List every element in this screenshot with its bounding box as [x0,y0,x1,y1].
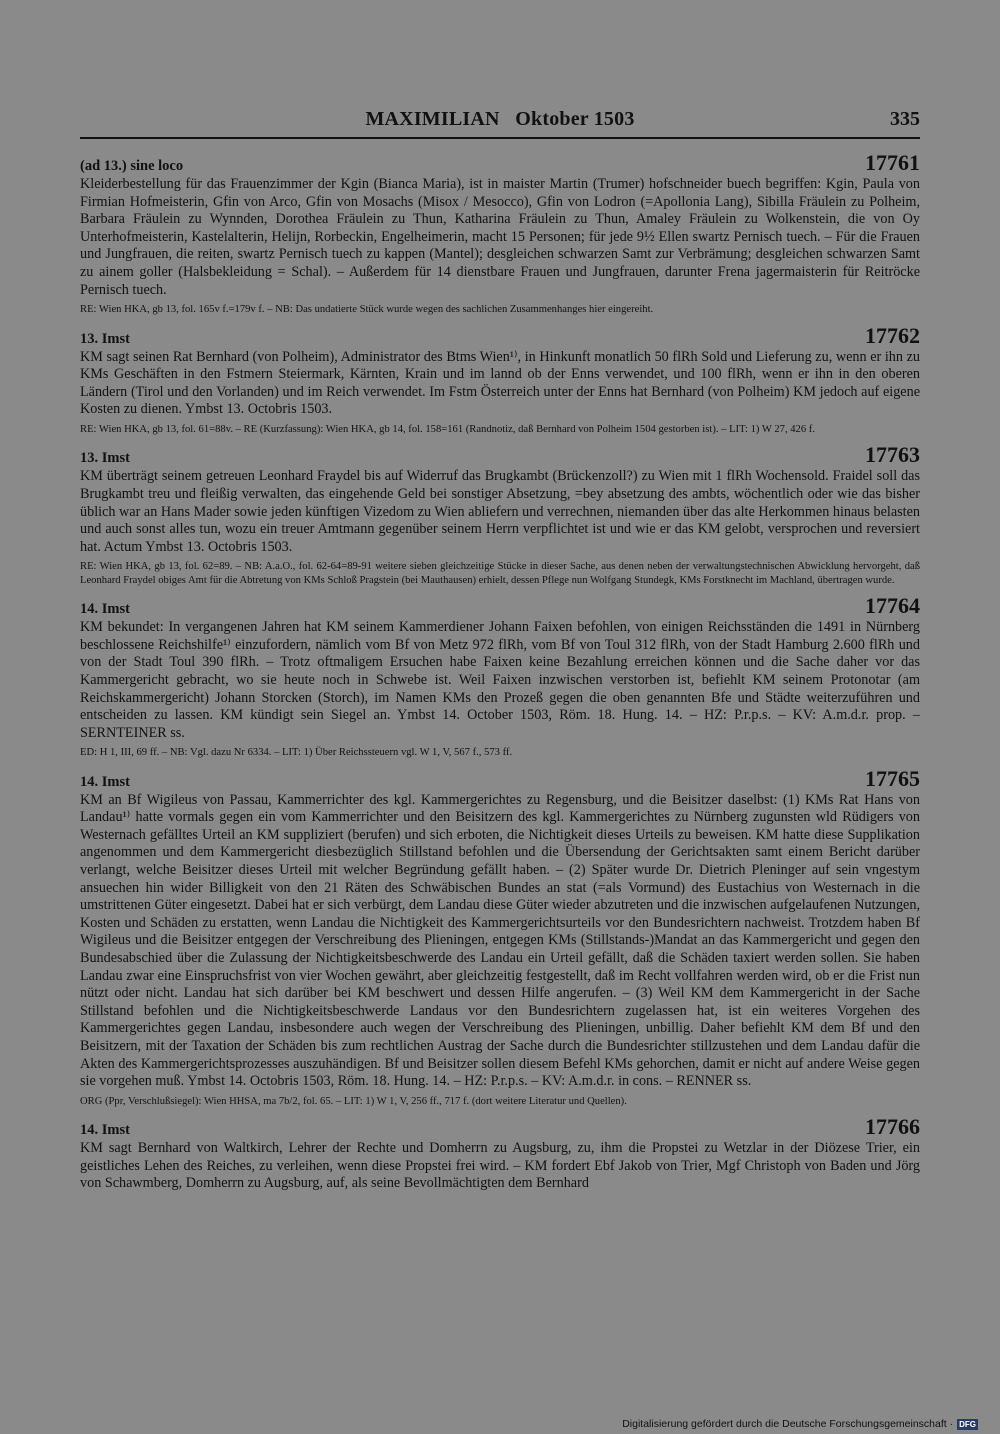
entry-header [80,152,920,176]
entry-number: 17764 [865,593,920,619]
entry-17763 [80,444,920,587]
entries-column [80,152,920,1201]
entry-header [80,765,920,792]
entry-header [80,595,920,619]
running-title: MAXIMILIAN Oktober 1503 [365,108,635,130]
entry-number: 17765 [865,765,920,791]
entry-17765 [80,765,920,1109]
entry-source-note: RE: Wien HKA, gb 13, fol. 61=88v. – RE (Kurzfassung): Wien HKA, gb 14, fol. 158=161 (Randnotiz, daß Bernhard von Polheim 1504 gestorben ist). – LIT: 1) W 27, 426 f. [80,423,815,435]
entry-date-place: 13. Imst [80,450,130,467]
entry-17762 [80,322,920,437]
entry-date-place: (ad 13.) sine loco [80,158,184,174]
digitization-credit [622,1418,978,1430]
entry-number: 17761 [865,150,920,175]
entry-date-place: 13. Imst [80,330,130,347]
entry-body: Kleiderbestellung für das Frauenzimmer der Kgin (Bianca Maria), ist in maister Martin (Trumer) hofschneider buech begriffen: Kgin, Paula von Firmian Hofmeisterin, Gfin von Arco, Gfin von Mosachs (Misox / Mesocco), Gfin von Lodron (=Apollonia Lang), Sibilla Fräulein zu Polheim, Barbara Fräulein zu Wynnden, Dorothea Fräulein zu Thun, Katharina Fräulein zu Thun, Amaley Fräulein zu Wolkenstein, die von Oy Unterhofmeisterin, Kastelalterin, Helijn, Rorbeckin, Engelheimerin, macht 15 Personen; für jede 9½ Ellen swartz Pernisch tuech. – Für die Frauen und Jungfrauen, die reiten, swartz Pernisch tuech zu kappen (Mantel); desgleichen schwarzen Samt zur Verbrämung; desgleichen schwarzen Samt zu ainem goller (Halsbekleidung = Schal). – Außerdem für 14 dienstbare Frauen und Jungfrauen, darunter Frena jagermaisterin für Reitröcke Pernisch tuech. [80,176,920,298]
entry-header [80,444,920,468]
entry-source-note: RE: Wien HKA, gb 13, fol. 165v f.=179v f. – NB: Das undatierte Stück wurde wegen des sachlichen Zusammenhanges hier eingereiht. [80,304,654,316]
entry-17764 [80,595,920,760]
entry-header [80,322,920,349]
entry-number: 17763 [865,442,920,468]
running-head [80,108,920,138]
entry-body: KM bekundet: In vergangenen Jahren hat KM seinem Kammerdiener Johann Faixen befohlen, von einigen Reichsständen die 1491 in Nürnberg beschlossene Reichshilfe¹⁾ einzufordern, nämlich vom Bf von Metz 972 flRh, vom Bf von Toul 312 flRh, von der Stadt Hamburg 2.600 flRh und von der Stadt Toul 390 flRh. – Trotz oftmaligem Ersuchen habe Faixen keine Bezahlung erreichen können und die Sache daher vor das Kammergericht gebracht, wo sie heute noch in Schwebe ist. Weil Faixen inzwischen verstorben ist, befiehlt KM seinem Protonotar (am Reichskammergericht) Johann Storcken (Storch), im Namen KMs den Prozeß gegen die oben genannten Bfe und Städte weiterzuführen und entscheiden zu lassen. KM kündigt sein Siegel an. Ymbst 14. October 1503, Röm. 18. Hung. 14. – HZ: P.r.p.s. – KV: A.m.d.r. prop. – SERNTEINER ss. [80,619,920,741]
header-rule [80,137,920,139]
entry-date-place: 14. Imst [80,601,130,618]
entry-header [80,1116,920,1140]
entry-17761 [80,152,920,317]
dfg-logo: DFG [959,1419,976,1429]
entry-number: 17766 [865,1114,920,1140]
page-number: 335 [890,108,920,130]
entry-body: KM überträgt seinem getreuen Leonhard Fraydel bis auf Widerruf das Brugkambt (Brückenzoll?) zu Wien mit 1 flRh Wochensold. Fraidel soll das Brugkambt treu und fleißig verwalten, das eingehende Geld bei sonstiger Absetzung, =bey absetzung des ambts, wöchentlich oder wie das bisher üblich war an Hans Mader sowie jeden künftigen Vizedom zu Wien abliefern und verrechnen, niemanden über das alte Herkommen hinaus belasten und auch sonst alles tun, wozu ein treuer Amtmann gegenüber seinem Herrn verpflichtet ist und wie er das KM gelobt, versprochen und reversiert hat. Actum Ymbst 13. Octobris 1503. [80,468,920,555]
entry-body: KM sagt seinen Rat Bernhard (von Polheim), Administrator des Btms Wien¹⁾, in Hinkunft monatlich 50 flRh Sold und Lieferung zu, wenn er ihn zu KMs Geschäften in den Fstmern Steiermark, Kärnten, Krain und im lannd ob der Enns verwendet, und 100 flRh, wenn er ihn in den oberen Ländern (Tirol und den Vorlanden) und im Reich verwendet. Im Fstm Österreich unter der Enns hat Bernhard (von Polheim) KM jedoch auf eigene Kosten zu dienen. Ymbst 13. Octobris 1503. [80,348,920,418]
entry-17766 [80,1116,920,1193]
entry-source-note: ED: H 1, III, 69 ff. – NB: Vgl. dazu Nr 6334. – LIT: 1) Über Reichssteuern vgl. W 1, V, 567 f., 573 ff. [80,747,513,759]
entry-date-place: 14. Imst [80,1122,130,1139]
entry-body: KM sagt Bernhard von Waltkirch, Lehrer der Rechte und Domherrn zu Augsburg, zu, ihm die Propstei zu Wetzlar in der Diözese Trier, ein geistliches Lehen des Reiches, zu verleihen, wenn diese Propstei frei wird. – KM fordert Ebf Jakob von Trier, Mgf Christoph von Baden und Jörg von Schawmberg, Domherrn zu Augsburg, auf, als seine Bevollmächtigten dem Bernhard [80,1140,920,1192]
entry-source-note: RE: Wien HKA, gb 13, fol. 62=89. – NB: A.a.O., fol. 62-64=89-91 weitere sieben gleichzeitige Stücke in dieser Sache, aus denen neben der verwaltungstechnischen Abwicklung hervorgeht, daß Leonhard Fraydel obiges Amt für die Abtretung von KMs Schloß Pragstein (bei Mauthausen) erhielt, dessen Pflege nun Wolfgang Stundegk, KMs Forstknecht im Machland, übertragen wurde. [80,561,920,586]
entry-number: 17762 [865,322,920,348]
entry-date-place: 14. Imst [80,773,130,790]
entry-source-note: ORG (Ppr, Verschlußsiegel): Wien HHSA, ma 7b/2, fol. 65. – LIT: 1) W 1, V, 256 ff., 717 f. (dort weitere Literatur und Quellen). [80,1095,627,1107]
credit-text: Digitalisierung gefördert durch die Deutsche Forschungsgemeinschaft · [622,1418,954,1430]
entry-body: KM an Bf Wigileus von Passau, Kammerrichter des kgl. Kammergerichtes zu Regensburg, und die Beisitzer daselbst: (1) KMs Rat Hans von Landau¹⁾ hatte vormals gegen ein vom Kammerrichter und den Beisitzern des kgl. Kammergerichtes zu Nürnberg zugunsten wld Rüdigers von Westernach gefälltes Urteil an KM suppliziert (berufen) und sich erboten, die Nichtigkeit dieses Urteils zu beweisen. KM hatte diese Supplikation angenommen und dem Kammergericht diesbezüglich Stillstand befohlen und die Übersendung der Gerichtsakten samt einem Bericht darüber verlangt, welche Beisitzer dieses Urteil mit welcher Begründung gefällt haben. – (2) Später wurde Dr. Dietrich Pleninger auf sein vngestym ansuechen hin wider Billigkeit von den 21 Räten des Schwäbischen Bundes an stat (=als Vormund) des Eustachius von Westernach in die umstrittenen Güter eingesetzt. Dabei hat er sich verbürgt, dem Landau diese Güter wieder abzutreten und die inzwischen aufgelaufenen Nutzungen, Kosten und Schäden zu erstatten, wenn Landau die Nichtigkeit des Kammergerichtsurteils vor den Bundesrichtern nachweist. Trotzdem haben Bf Wigileus und die Beisitzer entgegen der Verschreibung des Plieningen, entgegen KMs (Stillstands-)Mandat an das Kammergericht und gegen den Bundesabschied über die Zulassung der Nichtigkeitsbeschwerde des Landau ein Urteil gefällt, daß die Schäden taxiert werden sollen. Sie haben Landau zwar eine Einspruchsfrist von vier Wochen gewährt, aber gleichzeitig festgestellt, daß im Recht vollfahren werden wird, ob er die Frist nun nützt oder nicht. Landau hat sich darüber bei KM beschwert und dessen Hilfe angerufen. – (3) Weil KM dem Kammergericht in der Sache Stillstand befohlen und die Nichtigkeitsbeschwerde Landaus vor den Bundesrichtern zugelassen hat, ist ein weiteres Vorgehen des Kammergerichtes gegen Landau, insbesondere auch wegen der Verschreibung des Plieningen, unbillig. Daher befiehlt KM dem Bf und den Beisitzern, mit der Taxation der Schäden bis zum rechtlichen Austrag der Sache durch die Bundesrichter stillzustehen und dem Landau dafür die Akten des Kammergerichtsprozesses auszuhändigen. Bf und Beisitzer sollen diesem Befehl KMs gehorchen, damit er nicht auf andere Weise gegen sie vorgehen muß. Ymbst 14. Octobris 1503, Röm. 18. Hung. 14. – HZ: P.r.p.s. – KV: A.m.d.r. in cons. – RENNER ss. [80,791,920,1090]
